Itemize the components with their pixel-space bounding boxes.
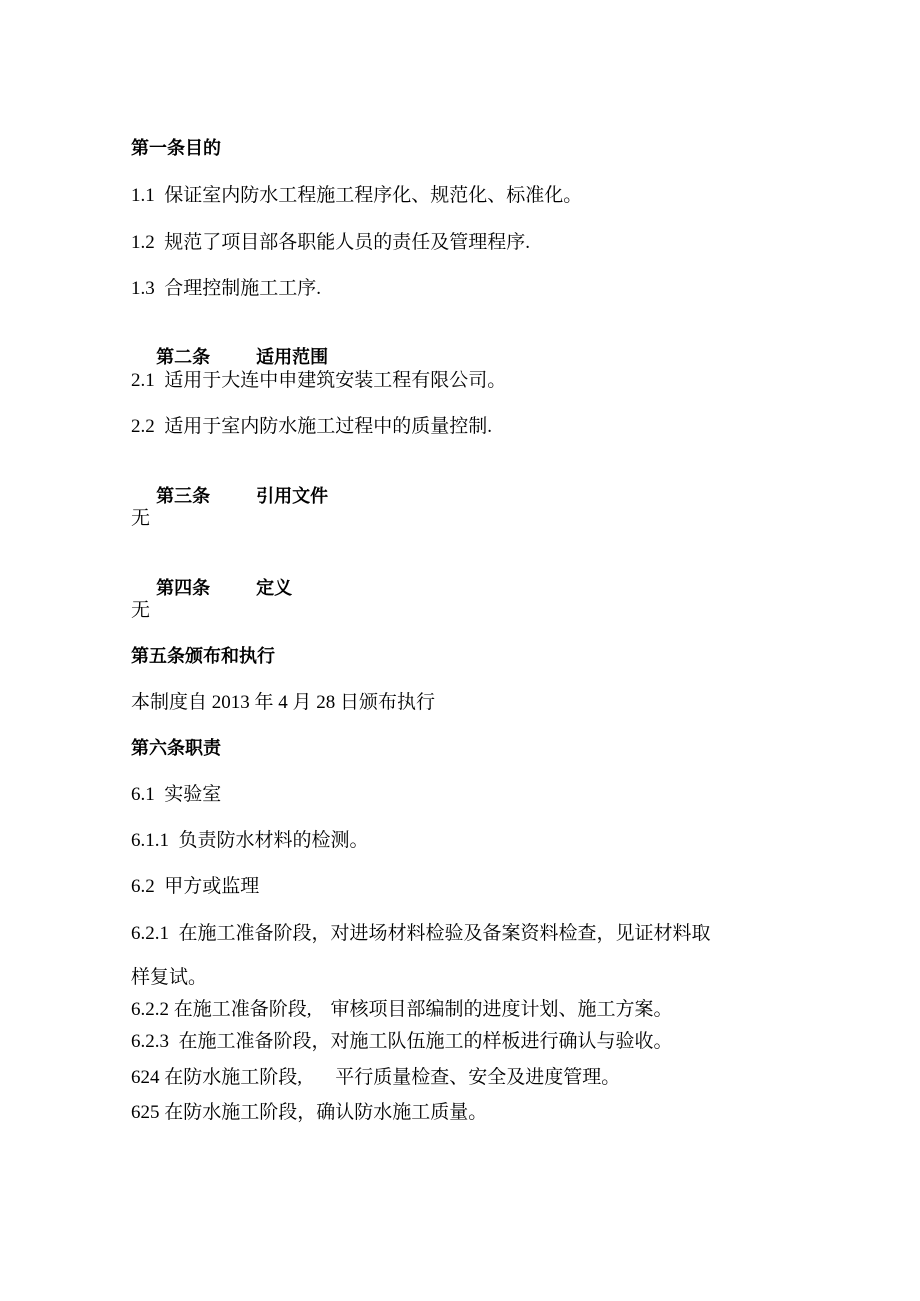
clause-1-3: 1.3 合理控制施工工序. bbox=[131, 278, 322, 299]
section-4-name: 定义 bbox=[256, 578, 293, 599]
clause-6-2: 6.2 甲方或监理 bbox=[131, 876, 260, 897]
section-3-number: 第三条 bbox=[156, 486, 211, 507]
section-2-number: 第二条 bbox=[156, 347, 211, 368]
clause-6-1-1: 6.1.1 负责防水材料的检测。 bbox=[131, 830, 369, 851]
section-3-name: 引用文件 bbox=[256, 486, 329, 507]
clause-2-2: 2.2 适用于室内防水施工过程中的质量控制. bbox=[131, 416, 493, 437]
section-2-name: 适用范围 bbox=[256, 347, 329, 368]
clause-6-2-2: 6.2.2 在施工准备阶段, 审核项目部编制的进度计划、施工方案。 bbox=[131, 999, 673, 1020]
clause-6-1: 6.1 实验室 bbox=[131, 784, 222, 805]
section-4-number: 第四条 bbox=[156, 578, 211, 599]
section-5-body: 本制度自 2013 年 4 月 28 日颁布执行 bbox=[131, 692, 436, 713]
clause-2-1: 2.1 适用于大连中申建筑安装工程有限公司。 bbox=[131, 370, 507, 391]
section-3-body: 无 bbox=[131, 508, 151, 529]
section-1-title: 第一条目的 bbox=[131, 138, 221, 159]
clause-6-2-1-line1: 6.2.1 在施工准备阶段，对进场材料检验及备案资料检查，见证材料取 bbox=[131, 923, 711, 944]
clause-6-2-3: 6.2.3 在施工准备阶段，对施工队伍施工的样板进行确认与验收。 bbox=[131, 1031, 673, 1052]
clause-1-2: 1.2 规范了项目部各职能人员的责任及管理程序. bbox=[131, 232, 531, 253]
section-6-title: 第六条职责 bbox=[131, 738, 221, 759]
section-4-title bbox=[131, 553, 292, 625]
clause-1-1: 1.1 保证室内防水工程施工程序化、规范化、标准化。 bbox=[131, 185, 583, 206]
section-4-body: 无 bbox=[131, 600, 151, 621]
section-3-title bbox=[131, 461, 328, 533]
clause-6-2-5: 625 在防水施工阶段，确认防水施工质量。 bbox=[131, 1102, 488, 1123]
section-5-title: 第五条颁布和执行 bbox=[131, 646, 275, 667]
clause-6-2-1-line2: 样复试。 bbox=[131, 967, 208, 988]
clause-6-2-4: 624 在防水施工阶段, 平行质量检查、安全及进度管理。 bbox=[131, 1067, 621, 1088]
